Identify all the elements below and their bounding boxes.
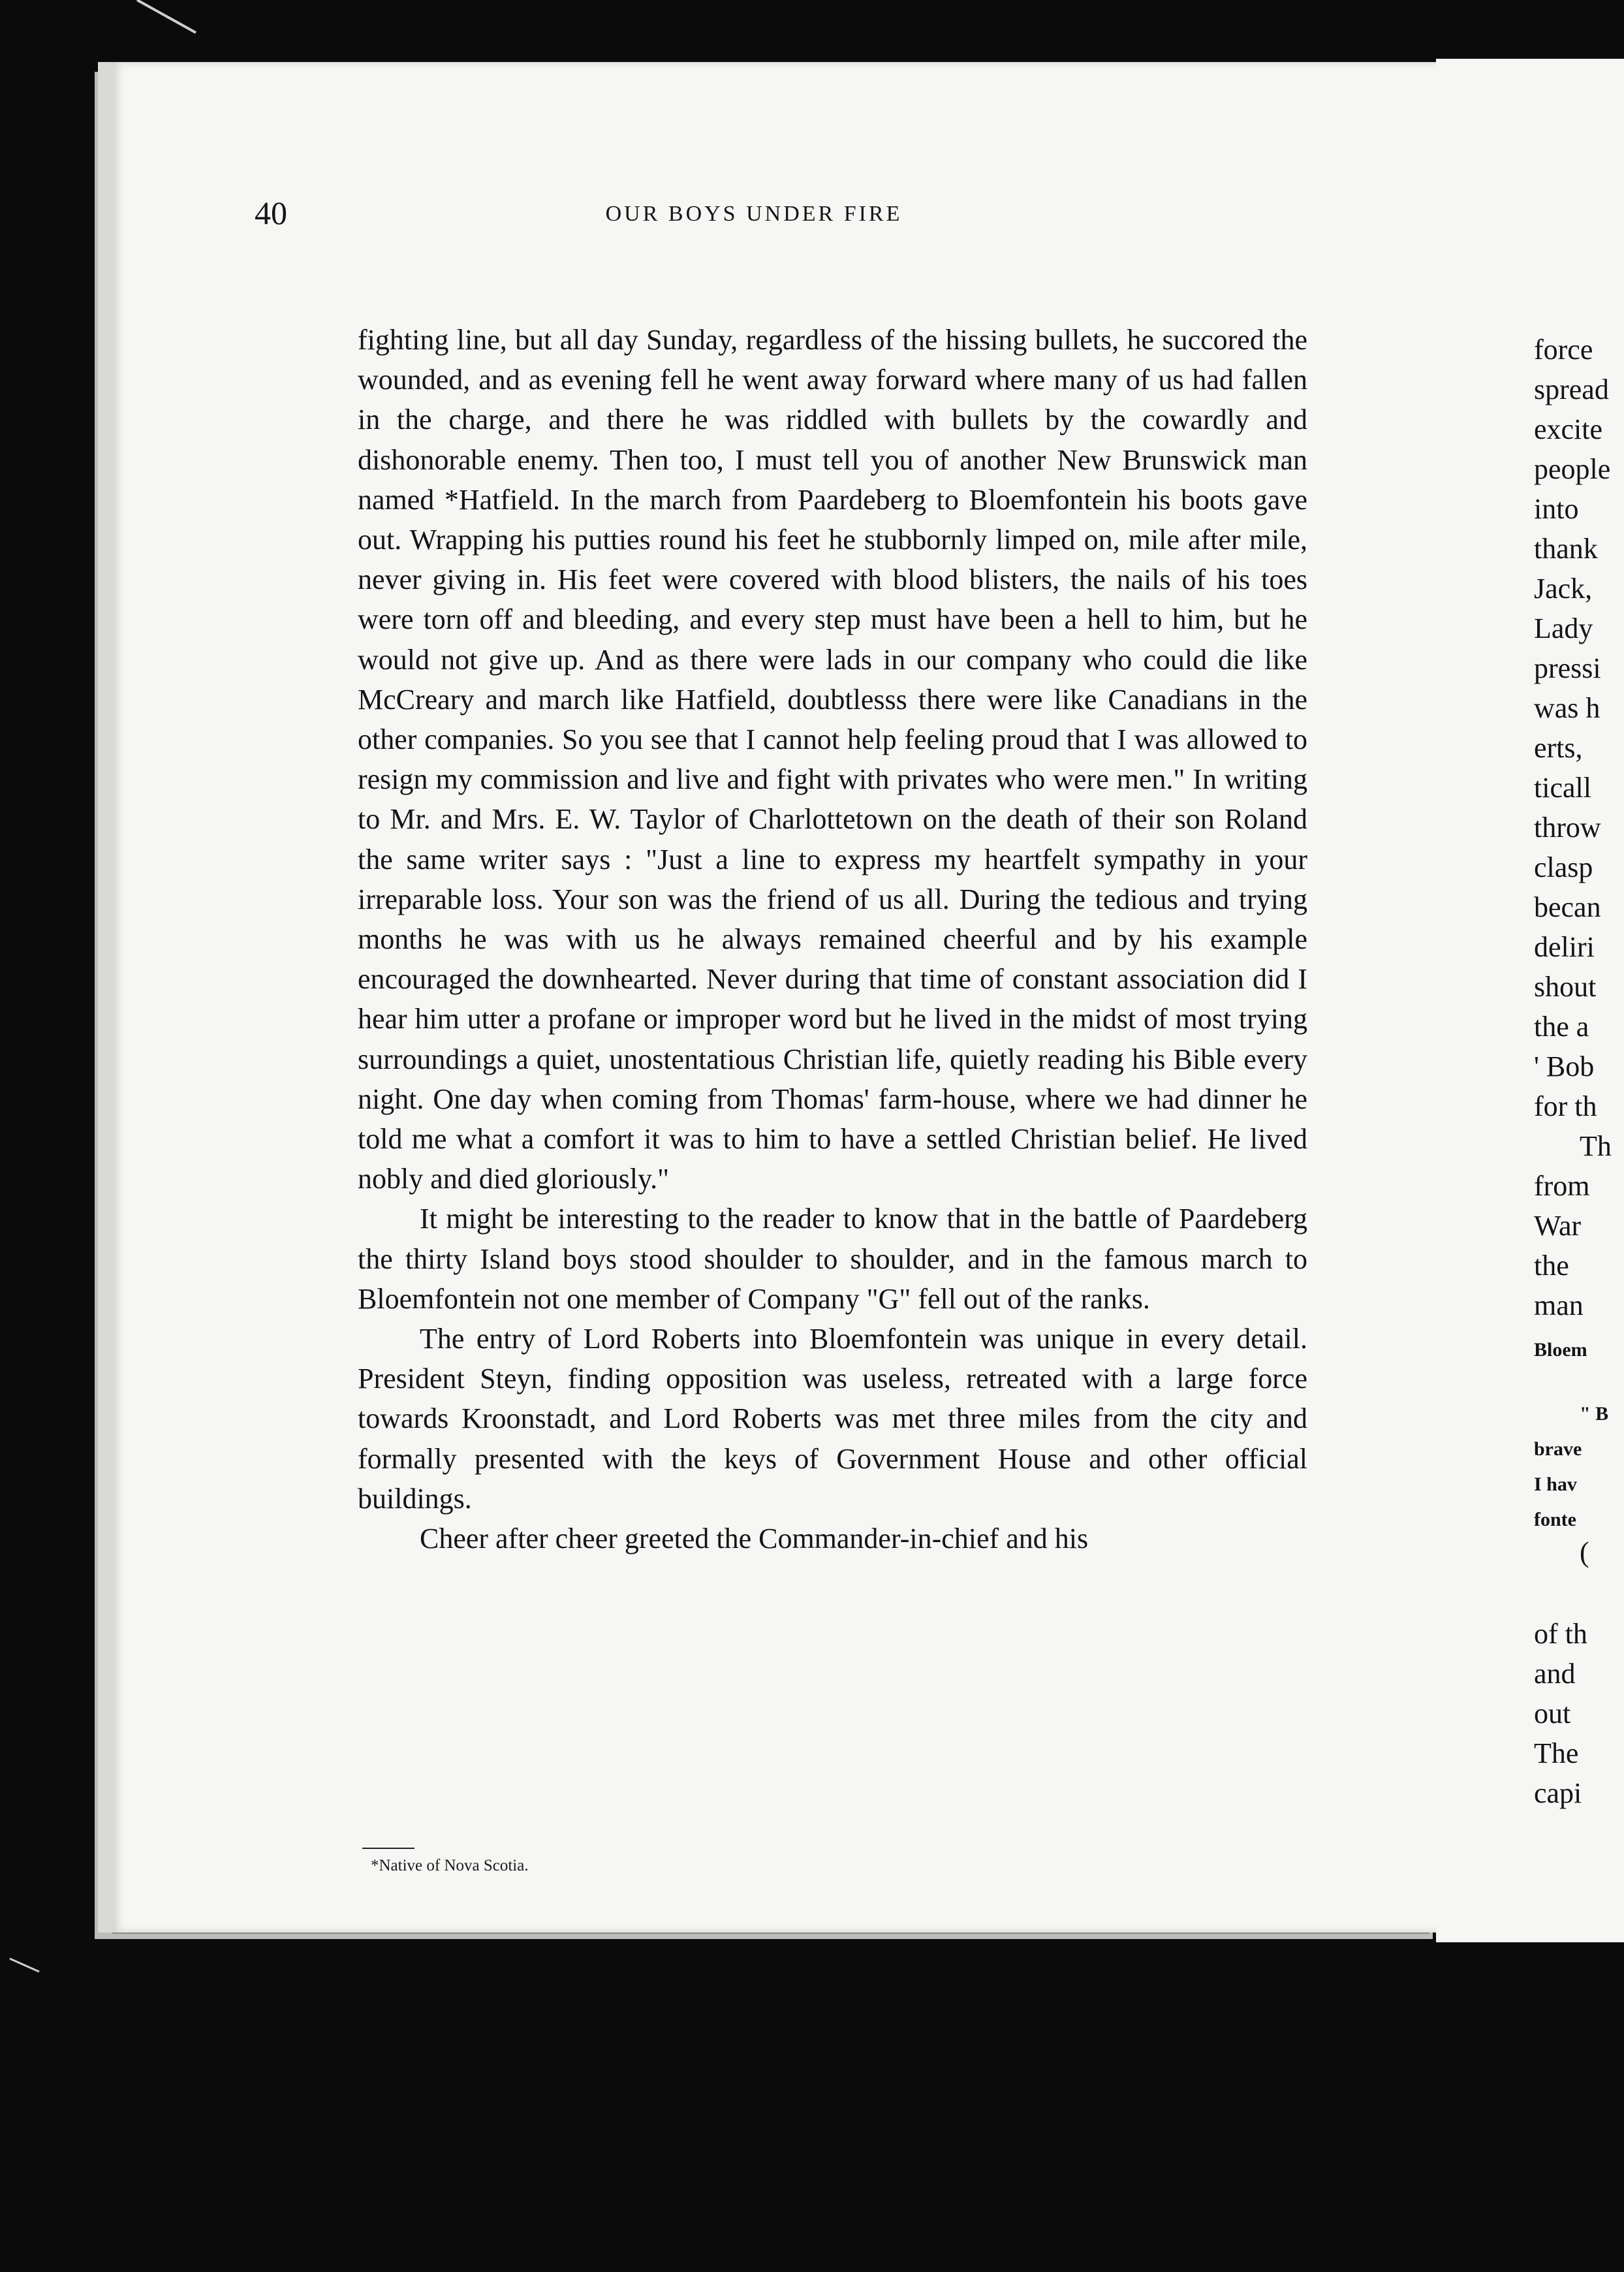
facing-line: spread xyxy=(1534,373,1609,405)
footnote-rule xyxy=(362,1848,414,1849)
facing-line: for th xyxy=(1534,1090,1597,1122)
facing-line: War xyxy=(1534,1210,1582,1242)
facing-line: clasp xyxy=(1534,851,1593,883)
facing-line: fonte xyxy=(1534,1509,1576,1530)
facing-line: excite xyxy=(1534,413,1603,445)
facing-line: Th xyxy=(1580,1130,1612,1162)
facing-line: throw xyxy=(1534,812,1601,844)
facing-line: Lady xyxy=(1534,612,1593,644)
paragraph-2: It might be interesting to the reader to know that in the battle of Paardeberg the thirty Island boys stood shoulder to shoulder, and in the famous march to Bloemfontein not one member of Company "G" fell out of the ranks. xyxy=(358,1203,1307,1315)
body-text xyxy=(358,320,1307,1558)
facing-line: man xyxy=(1534,1289,1584,1321)
running-head xyxy=(255,193,1181,232)
facing-line: force xyxy=(1534,334,1593,366)
facing-line: pressi xyxy=(1534,652,1601,684)
facing-line: ' Bob xyxy=(1534,1050,1595,1082)
facing-line: The xyxy=(1534,1737,1579,1769)
facing-line: brave xyxy=(1534,1438,1582,1460)
facing-line: I hav xyxy=(1534,1474,1577,1495)
facing-line: deliri xyxy=(1534,931,1595,963)
paragraph-1: fighting line, but all day Sunday, regardless of the hissing bullets, he succored the wounded, and as evening fell he went away forward where many of us had fallen in the charge, and there he was riddled with bullets by the cowardly and dishonorable enemy. Then too, I must tell you of another New Brunswick man named *Hatfield. In the march from Paardeberg to Bloemfontein his boots gave out. Wrapping his putties round his feet he stubbornly limped on, mile after mile, never giving in. His feet were covered with blood blisters, the nails of his toes were torn off and bleeding, and every step must have been a hell to him, but he would not give up. And as there were lads in our company who could die like McCreary and march like Hatfield, doubtlesss there were like Canadians in the other companies. So you see that I cannot help feeling proud that I was allowed to resign my commission and live and fight with privates who were men." In writing to Mr. and Mrs. E. W. Taylor of Charlottetown on the death of their son Roland the same writer says : "Just a line to express my heartfelt sympathy in your irreparable loss. Your son was the friend of us all. During the tedious and trying months he was with us he always remained cheerful and by his example encouraged the downhearted. Never during that time of constant association did I hear him utter a profane or improper word but he lived in the midst of most trying surroundings a quiet, unostentatious Christian life, quietly reading his Bible every night. One day when coming from Thomas' farm-house, where we had dinner he told me what a comfort it was to him to have a settled Christian belief. He lived nobly and died gloriously." xyxy=(358,324,1307,1195)
facing-line: " B xyxy=(1580,1403,1609,1425)
facing-line: was h xyxy=(1534,692,1601,724)
running-head-title: OUR BOYS UNDER FIRE xyxy=(605,202,903,226)
facing-line: of th xyxy=(1534,1618,1587,1650)
facing-line: thank xyxy=(1534,533,1598,565)
facing-line: the xyxy=(1534,1250,1569,1282)
facing-line: into xyxy=(1534,493,1579,525)
facing-line: the a xyxy=(1534,1011,1589,1043)
facing-line: erts, xyxy=(1534,732,1583,764)
facing-line: Jack, xyxy=(1534,573,1593,605)
facing-line: from xyxy=(1534,1170,1590,1202)
facing-line: ( xyxy=(1580,1536,1589,1568)
facing-line: out xyxy=(1534,1697,1571,1729)
facing-line: people xyxy=(1534,453,1611,485)
page-number: 40 xyxy=(255,195,287,231)
facing-line: capi xyxy=(1534,1777,1582,1809)
facing-line: becan xyxy=(1534,891,1601,923)
facing-line: Bloem xyxy=(1534,1339,1587,1361)
facing-line: shout xyxy=(1534,971,1597,1003)
facing-line: and xyxy=(1534,1658,1576,1690)
facing-line: ticall xyxy=(1534,772,1591,804)
footnote: *Native of Nova Scotia. xyxy=(371,1857,529,1874)
paragraph-4: Cheer after cheer greeted the Commander-in-chief and his xyxy=(420,1523,1089,1555)
paragraph-3: The entry of Lord Roberts into Bloemfontein was unique in every detail. President Steyn, finding opposition was useless, retreated with a large force towards Kroonstadt, and Lord Roberts was met three miles from the city and formally presented with the keys of Government House and other official buildings. xyxy=(358,1323,1307,1515)
